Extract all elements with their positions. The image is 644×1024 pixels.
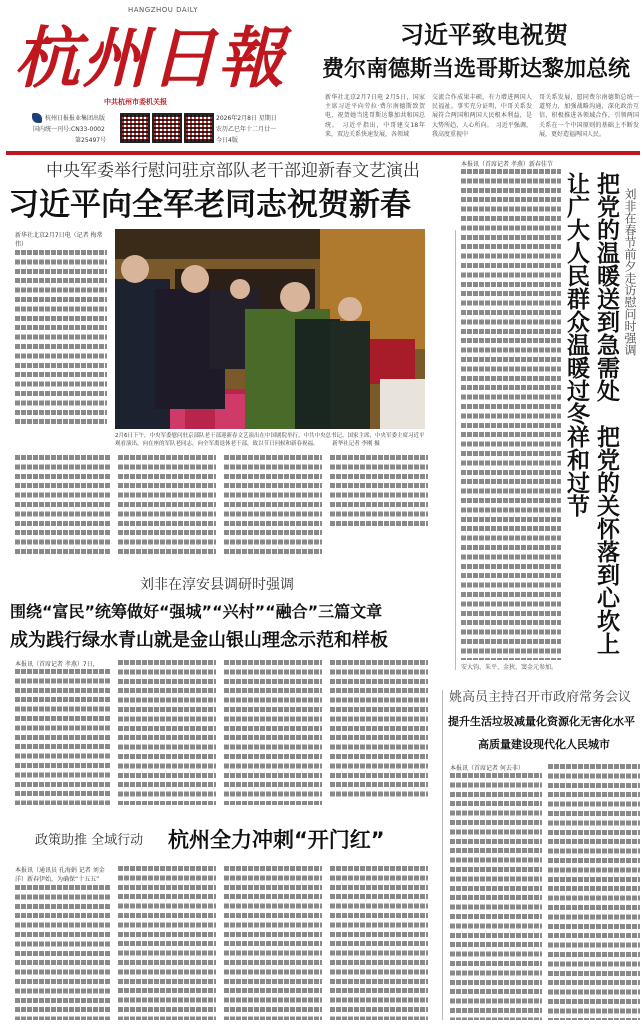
publisher: 杭州日报报业集团出版 [45,115,106,122]
right-story-body [461,160,561,660]
second-body-col [118,660,216,805]
top-headline-2[interactable]: 费尔南德斯当选哥斯达黎加总统 [322,57,631,82]
second-headline-2[interactable]: 成为践行绿水青山就是金山银山理念示范和样板 [10,630,388,651]
right-story-dateline: 本报讯（首席记者 孝燕）新春佳节 [461,160,561,169]
publisher-logo-icon [32,113,42,123]
issue-date: 2026年2月8日 星期日 [216,115,277,122]
photo-credit: 新华社记者 李刚 摄 [332,441,380,447]
issue-number: 第25497号 [75,137,107,144]
right-kicker: 刘非在春节前夕走访慰问时强调 [623,188,637,356]
bottom-dateline: 本报讯（通讯员 孔海娟 记者 刘金洋）新春伊始，为确保“十五五” [15,866,110,885]
top-headline-1[interactable]: 习近平致电祝贺 [400,21,568,49]
lead-dateline: 新华社北京2月7日电（记者 梅常伟） [15,231,107,250]
qr-code[interactable] [184,113,214,143]
bottom-body-col [118,866,216,1020]
bottom-kicker: 政策助推 全域行动 [35,833,144,848]
masthead [0,0,310,150]
second-body-col [15,660,110,805]
qr-code[interactable] [120,113,150,143]
second-kicker: 刘非在淳安县调研时强调 [140,577,294,593]
bottom-headline[interactable]: 杭州全力冲刺“开门红” [168,828,385,852]
bottom-body-col [15,866,110,1020]
lead-photo[interactable] [115,229,425,429]
qr-code[interactable] [152,113,182,143]
second-body-col [330,660,428,797]
right-headline-col-2[interactable]: 让广大人民群众温暖过冬祥和过节 [563,172,589,517]
photo-caption [115,432,425,448]
masthead-subtitle: 中共杭州市委机关报 [104,98,167,106]
gov-body-col [548,764,640,1020]
top-story-col-1: 新华社北京2月7日电 2月5日，国家主席习近平向劳拉·费尔南德斯致贺电，祝贺她当选哥斯达黎加共和国总统。 习近平指出，中哥建交18年来，双边关系快速发展，各领域 [325,94,425,138]
second-dateline: 本报讯（首席记者 孝燕）7日， [15,660,110,669]
english-name: HANGZHOU DAILY [128,6,198,14]
second-body-col [224,660,322,805]
caption-text: 2月6日下午，中央军委慰问驻京部队老干部迎新春文艺演出在中国剧院举行。中共中央总书记、国家主席、中央军委主席习近平观看演出，向在座的军队老同志，向全军离退休老干部，致以节日问候和新春祝福。 [115,433,425,447]
gov-headline-2[interactable]: 高质量建设现代化人民城市 [478,738,610,751]
column-divider [455,230,456,670]
top-story-col-3: 哥关系发展，愿同费尔南德斯总统一道努力，加强战略沟通，深化政治互信，积极推进各领域合作，引领两国关系在一个中国原则的基础上不断发展，更好造福两国人民。 [539,94,639,138]
right-headline-col-1[interactable]: 把党的温暖送到急需处 把党的关怀落到心坎上 [593,172,619,655]
gov-headline-1[interactable]: 提升生活垃圾减量化资源化无害化水平 [448,715,635,728]
newspaper-logo: 杭州日報 [14,19,286,97]
second-headline-1[interactable]: 围绕“富民”统筹做好“强城”“兴村”“融合”三篇文章 [10,602,383,621]
masthead-divider [6,151,640,155]
column-divider [442,690,443,1020]
gov-dateline: 本报讯（首席记者 何去非） [450,764,542,773]
lead-headline[interactable]: 习近平向全军老同志祝贺新春 [8,187,411,223]
lead-body-col [15,455,110,555]
bottom-body-col [224,866,322,1020]
gov-body-col [450,764,542,1020]
issn: 国内统一刊号:CN33-0002 [33,126,105,133]
lead-body-col [118,455,216,555]
lead-body-col [224,455,322,555]
lead-body-col-left [15,231,107,427]
gov-kicker: 姚高员主持召开市政府常务会议 [449,690,632,705]
bottom-body-col [330,866,428,1020]
lunar-date: 农历乙巳年十二月廿一 [216,126,277,133]
top-story-col-2: 交流合作成果丰硕，有力增进两国人民福祉。事实充分证明，中哥关系发展符合两国和两国人民根本利益，是大势所趋、人心所向。 习近平强调，我高度重视中 [432,94,532,138]
lead-kicker: 中央军委举行慰问驻京部队老干部迎新春文艺演出 [46,161,420,181]
lead-body-col [330,455,428,527]
right-story-attendees: 安大钧、朱平、金狄、窦金元参加。 [461,664,558,671]
page-count: 今日4版 [216,137,238,144]
